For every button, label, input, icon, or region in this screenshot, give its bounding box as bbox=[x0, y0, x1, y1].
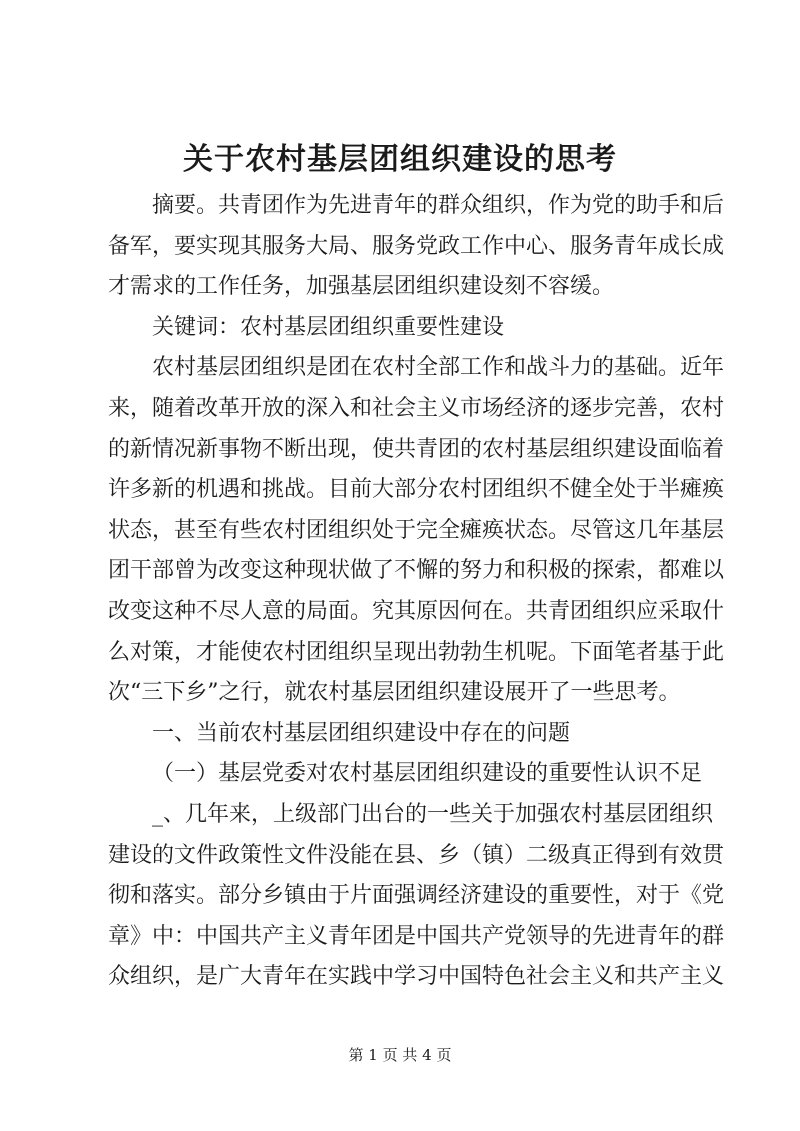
text-line: _、几年来，上级部门出台的一些关于加强农村基层团组织 bbox=[152, 801, 714, 827]
text-line: 的新情况新事物不断出现，使共青团的农村基层组织建设面临着 bbox=[108, 436, 725, 462]
text-line: 改变这种不尽人意的局面。究其原因何在。共青团组织应采取什 bbox=[108, 598, 725, 624]
text-line: 摘要。共青团作为先进青年的群众组织，作为党的助手和后 bbox=[152, 193, 725, 218]
page-indicator: 第 1 页 共 4 页 bbox=[348, 1046, 452, 1064]
text-line: 章》中：中国共产主义青年团是中国共产党领导的先进青年的群 bbox=[108, 923, 725, 949]
text-line: 来，随着改革开放的深入和社会主义市场经济的逐步完善，农村 bbox=[108, 395, 725, 421]
text-line: 状态，甚至有些农村团组织处于完全瘫痪状态。尽管这几年基层 bbox=[108, 517, 725, 543]
text-line: 备军，要实现其服务大局、服务党政工作中心、服务青年成长成 bbox=[108, 233, 725, 259]
text-line: 团干部曾为改变这种现状做了不懈的努力和积极的探索，都难以 bbox=[108, 558, 725, 584]
text-line: 许多新的机遇和挑战。目前大部分农村团组织不健全处于半瘫痪 bbox=[108, 477, 725, 503]
text-line: 才需求的工作任务，加强基层团组织建设刻不容缓。 bbox=[108, 274, 615, 300]
text-line: 关键词：农村基层团组织重要性建设 bbox=[152, 314, 505, 340]
text-line: 么对策，才能使农村团组织呈现出勃勃生机呢。下面笔者基于此 bbox=[108, 639, 725, 665]
document-title: 关于农村基层团组织建设的思考 bbox=[183, 142, 617, 177]
page-footer bbox=[0, 1045, 800, 1065]
text-line: 次“三下乡”之行，就农村基层团组织建设展开了一些思考。 bbox=[108, 680, 681, 706]
text-line: 彻和落实。部分乡镇由于片面强调经济建设的重要性，对于《党 bbox=[108, 883, 725, 909]
subsection-heading: （一）基层党委对农村基层团组织建设的重要性认识不足 bbox=[152, 761, 703, 787]
text-line: 众组织，是广大青年在实践中学习中国特色社会主义和共产主义 bbox=[108, 964, 725, 990]
document-body bbox=[108, 186, 725, 998]
text-line: 建设的文件政策性文件没能在县、乡（镇）二级真正得到有效贯 bbox=[108, 842, 725, 868]
text-line: 农村基层团组织是团在农村全部工作和战斗力的基础。近年 bbox=[152, 355, 725, 381]
section-heading: 一、当前农村基层团组织建设中存在的问题 bbox=[152, 720, 571, 746]
